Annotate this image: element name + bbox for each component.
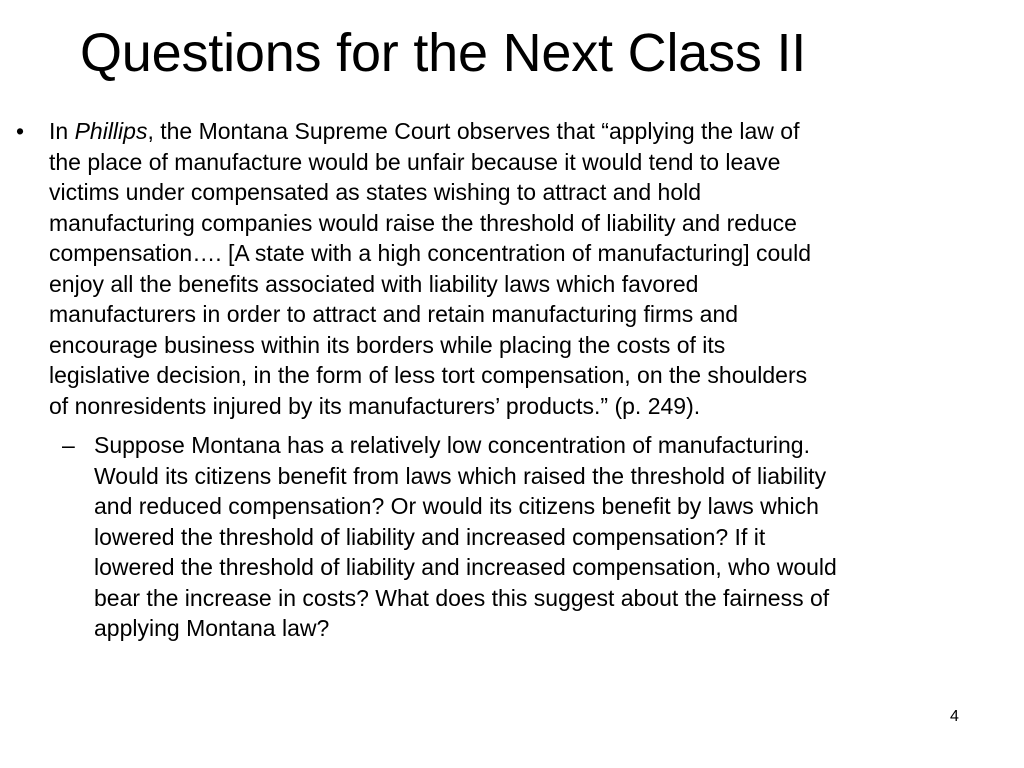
sub-bullet-line-2: Would its citizens benefit from laws which raised the threshold of liability <box>94 462 827 489</box>
main-bullet-line-3: victims under compensated as states wishing to attract and hold <box>49 179 702 205</box>
line-1-rest: , the Montana Supreme Court observes that “applying the law of <box>147 118 800 144</box>
case-name: Phillips <box>74 118 148 144</box>
main-bullet-text <box>49 116 1009 421</box>
main-bullet-line-4: manufacturing companies would raise the threshold of liability and reduce <box>49 209 797 236</box>
main-bullet-line-9: legislative decision, in the form of less tort compensation, on the shoulders <box>49 362 808 388</box>
main-bullet-line-6: enjoy all the benefits associated with liability laws which favored <box>49 270 699 297</box>
bullet-marker: • <box>16 118 25 144</box>
line-prefix: In <box>49 118 75 144</box>
main-bullet-line-2: the place of manufacture would be unfair because it would tend to leave <box>49 148 781 175</box>
sub-bullet-line-3: and reduced compensation? Or would its citizens benefit by laws which <box>94 493 819 519</box>
main-bullet-line-5: compensation…. [A state with a high concentration of manufacturing] could <box>49 240 811 266</box>
sub-bullet-marker: – <box>62 432 75 458</box>
main-bullet-line-1 <box>49 116 1009 147</box>
main-bullet-line-8: encourage business within its borders while placing the costs of its <box>49 331 726 358</box>
main-bullet-line-7: manufacturers in order to attract and retain manufacturing firms and <box>49 301 739 327</box>
slide-title: Questions for the Next Class II <box>80 23 807 83</box>
sub-bullet-line-5: lowered the threshold of liability and increased compensation, who would <box>94 554 837 580</box>
sub-bullet-text <box>94 430 1019 644</box>
sub-bullet-line-1: Suppose Montana has a relatively low concentration of manufacturing. <box>94 432 810 458</box>
sub-bullet-line-7: applying Montana law? <box>94 615 330 641</box>
page-number: 4 <box>950 708 959 725</box>
sub-bullet-line-4: lowered the threshold of liability and increased compensation? If it <box>94 523 766 550</box>
main-bullet-line-10: of nonresidents injured by its manufacturers’ products.” (p. 249). <box>49 392 701 419</box>
sub-bullet-line-6: bear the increase in costs? What does this suggest about the fairness of <box>94 584 830 611</box>
